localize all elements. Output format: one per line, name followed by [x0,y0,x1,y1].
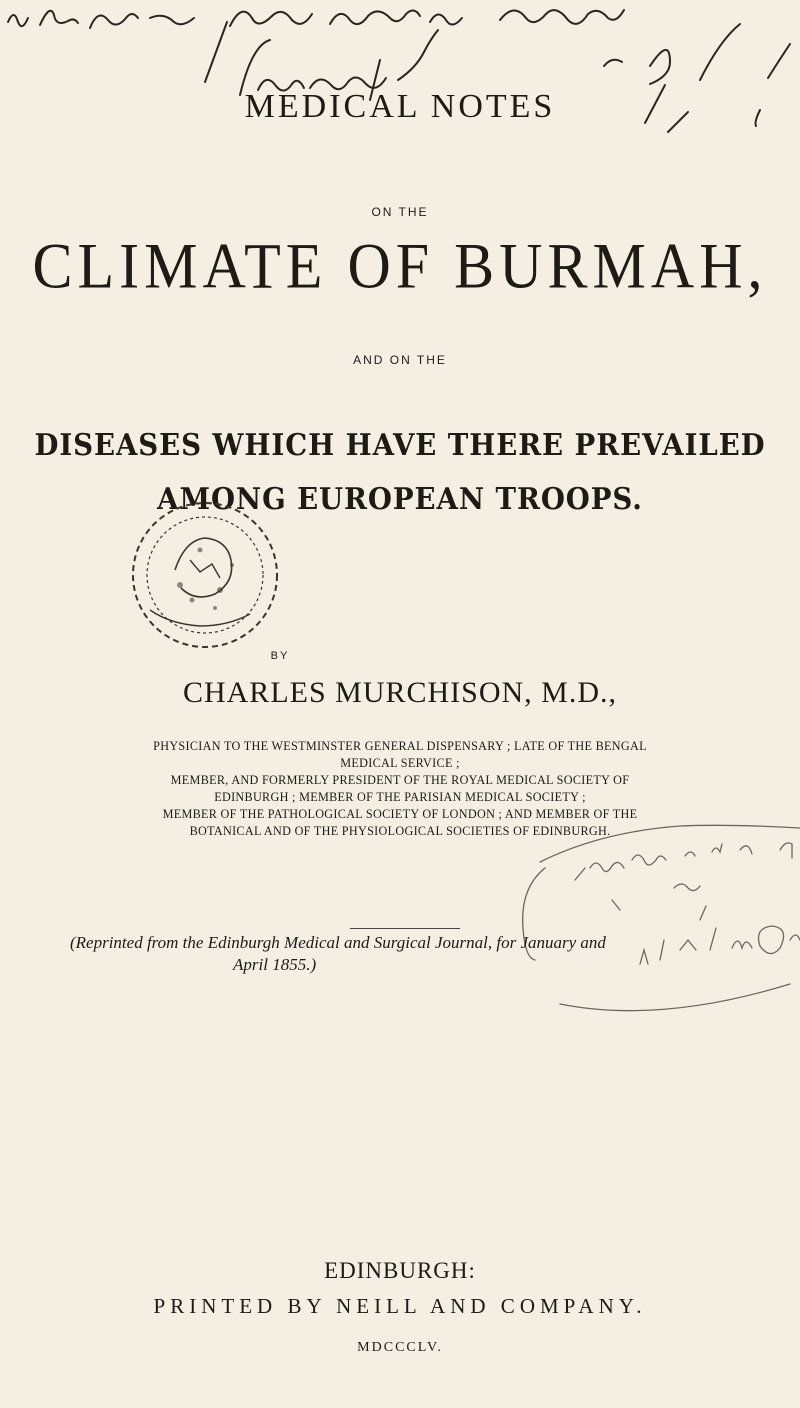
reprint-note [70,932,790,976]
title-diseases-line: DISEASES WHICH HAVE THERE PREVAILED [34,428,766,463]
credential-line: MEDICAL SERVICE ; [340,756,460,770]
reprint-note-line2: April 1855.) [233,955,317,974]
author-name: CHARLES MURCHISON, M.D., [182,676,618,709]
library-stamp [120,490,290,660]
credential-line: BOTANICAL AND OF THE PHYSIOLOGICAL SOCIETIES OF EDINBURGH. [189,824,611,838]
byline-by: BY [270,650,290,662]
subtitle-on-the: ON THE [371,205,429,219]
credential-line: MEMBER OF THE PATHOLOGICAL SOCIETY OF LONDON ; AND MEMBER OF THE [162,807,638,821]
handwritten-inscription [0,0,800,150]
main-title: CLIMATE OF BURMAH, [32,230,768,302]
imprint-printer: PRINTED BY NEILL AND COMPANY. [153,1294,647,1318]
author-credentials [60,738,740,840]
subtitle-and-on-the: AND ON THE [353,353,447,367]
credential-line: MEMBER, AND FORMERLY PRESIDENT OF THE ROYAL MEDICAL SOCIETY OF [170,773,630,787]
credential-line: EDINBURGH ; MEMBER OF THE PARISIAN MEDICAL SOCIETY ; [214,790,586,804]
reprint-note-line1: (Reprinted from the Edinburgh Medical and Surgical Journal, for January and [70,933,606,952]
divider-rule [350,928,460,929]
imprint-city: EDINBURGH: [324,1258,476,1283]
imprint-year: MDCCCLV. [357,1340,443,1355]
title-medical-notes: MEDICAL NOTES [244,88,556,125]
credential-line: PHYSICIAN TO THE WESTMINSTER GENERAL DISPENSARY ; LATE OF THE BENGAL [153,739,647,753]
title-among-line: AMONG EUROPEAN TROOPS. [157,482,643,517]
